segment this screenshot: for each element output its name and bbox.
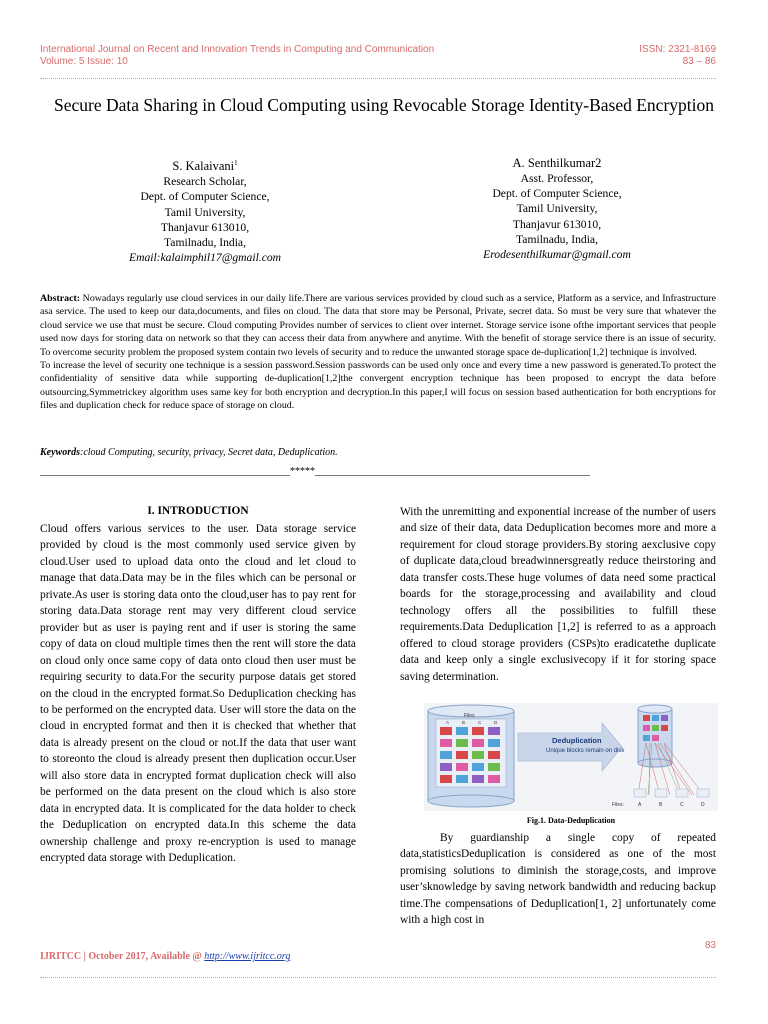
dedup-arrow [518, 723, 622, 771]
right-column-bottom [400, 830, 716, 929]
abstract-paragraph-1: Abstract: Nowadays regularly use cloud services in our daily life.There are various services provided by cloud such as a service, Platform as a service, and Infrastructure asa service. The used to keep our data,documents, and files on cloud. The data that store may be Personal, Private, secret data. So must be very sure that whatever the cloud service we use that must be secure. Cloud computing Provides number of services to client over internet. Storage service isone ofthe important services that people used now days for storing data on network so that they can access their data from anywhere and anytime. With the benefit of storage service there is an issue of security. To overcome security problem the proposed system contain two levels of security and to reduce the unwanted storage space de-duplication[1,2] technique is involved. [40, 293, 716, 358]
journal-issn: ISSN: 2321-8169 [639, 44, 716, 55]
author-1 [80, 155, 330, 265]
left-column [40, 504, 356, 867]
col-a-top: A [446, 720, 450, 725]
author-2-line-4: Thanjavur 613010, [512, 217, 602, 231]
dedup-subtitle: Unique blocks remain on disk [546, 748, 625, 754]
author-1-line-4: Thanjavur 613010, [160, 220, 250, 234]
files-label-top: Files [464, 713, 475, 719]
footer-rule [40, 977, 716, 978]
col-c-bottom: C [680, 802, 684, 808]
author-1-line-5: Tamilnadu, India, [164, 235, 246, 249]
keywords-text: :cloud Computing, security, privacy, Secret data, Deduplication. [80, 447, 338, 458]
journal-volume: Volume: 5 Issue: 10 [40, 56, 128, 67]
abstract-label: Abstract: [40, 293, 81, 304]
author-1-line-2: Dept. of Computer Science, [140, 190, 270, 204]
footer-link[interactable]: http://www.ijritcc.org [204, 951, 291, 962]
storage-cylinder-right [638, 705, 672, 767]
intro-paragraph-right-2: By guardianship a single copy of repeated data,statisticsDeduplication is considered as one of the most promising solutions to diminish the storage,costs, and improve user’sknowledge by saving network bandwidth and reducing backup time.The compensations of Deduplication[1, 2] unfortunately come with a high cost in [400, 832, 716, 927]
files-label-bottom: Files: [612, 802, 624, 808]
col-a-bottom: A [638, 802, 642, 808]
author-2 [432, 155, 682, 262]
intro-paragraph-right-1: With the unremitting and exponential increase of the number of users and size of their data, data Deduplication becomes more and more a requirement for cloud storage providers.By storing aexclusive copy of duplicate data,cloud breadwinnersgreatly reduce theirstoring and data transfer costs.These huge volumes of data need some practical boards for the storage,processing and availability and cloud technology offers all the possibilities to fulfill these requirements.Data Deduplication [1,2] is referred to as a approach offered to cloud storage providers (CSPs)to eradicatethe duplicate data and keep only a single exclusivecopy if it for storing space saving determination. [400, 506, 716, 683]
author-2-line-2: Dept. of Computer Science, [492, 187, 622, 201]
author-1-email: Email:kalaimphil17@gmail.com [128, 251, 282, 265]
page-number: 83 [704, 940, 716, 951]
author-1-line-1: Research Scholar, [163, 175, 247, 189]
deduplication-diagram [424, 703, 718, 811]
author-2-line-3: Tamil University, [516, 202, 598, 216]
author-1-line-3: Tamil University, [164, 205, 246, 219]
keywords [40, 446, 716, 459]
col-c-top: C [478, 720, 482, 725]
files-bottom [634, 789, 709, 797]
figure-deduplication [424, 703, 718, 811]
col-d-top: D [494, 720, 498, 725]
author-2-email: Erodesenthilkumar@gmail.com [483, 248, 631, 262]
col-b-top: B [462, 720, 466, 725]
abstract-paragraph-2: To increase the level of security one technique is a session password.Session passwords can be used only once and every time a new password is generated.To protect the confidentiality of sensitive data while supporting de-duplication[1,2]the convergent encryption technique has been proposed to encrypt the data before outsourcing,Symmetrickey algorithm uses same key for both encryption and decryption.In this paper,I will focus on session based authentication for both encryptions for files and duplication check for reduce space of storage on cloud. [40, 360, 716, 412]
keywords-label: Keywords [40, 447, 80, 458]
section-separator: __________________________________________________*****_______________________________________________________ [40, 466, 590, 477]
section-heading-introduction: I. INTRODUCTION [147, 505, 249, 517]
footer-label: IJRITCC | October 2017, Available @ [40, 951, 205, 962]
right-column-top [400, 504, 716, 685]
journal-name: International Journal on Recent and Innovation Trends in Computing and Communication [40, 44, 435, 55]
author-2-line-1: Asst. Professor, [520, 172, 594, 185]
journal-pages: 83 – 86 [682, 56, 716, 67]
header-rule [40, 78, 716, 79]
footer-text [40, 951, 290, 963]
col-b-bottom: B [659, 802, 663, 808]
figure-caption: Fig.1. Data-Deduplication [526, 816, 616, 825]
storage-cylinder-left [428, 705, 514, 807]
abstract [40, 292, 716, 413]
author-2-name: A. Senthilkumar2 [512, 156, 602, 170]
col-d-bottom: D [701, 802, 705, 808]
author-2-line-5: Tamilnadu, India, [516, 232, 598, 246]
dedup-title: Deduplication [552, 736, 602, 745]
author-1-name: S. Kalaivani$^1$ [172, 159, 238, 174]
intro-paragraph-left: Cloud offers various services to the user. Data storage service provided by cloud is the most commonly used service given by cloud.User used to upload data onto the cloud and let cloud to manage that data.Data may be in the files which can be personal or private.As user is storing data onto the cloud,user has to pay rent for storing data.Data storage rent may very different cloud service provider but as user is paying rent and if user is storing the same copy of data on cloud multiple times then the rent will store the data on cloud only once same copy of data onto cloud then user must be requiring security to data.For the security purpose datais get stored on the cloud in the encrypted format.So Deduplication checking has to be performed on the encrypted data. User will store the data on the cloud in encrypted format and then it is checked that whether that data is already present on the cloud or not.If the data that user want to storeonto the cloud is already present then duplication occur.User will also store data in encrypted format duplication check will also be performed on the data present on the cloud which is also store data in encrypted data. It is complicated for the data holder to check the Deduplication on encrypted data.In this scheme the data ownership challenge and proxy re-encryption is used to manage encrypted data storage with Deduplication. [40, 523, 356, 865]
paper-title: Secure Data Sharing in Cloud Computing using Revocable Storage Identity-Based Encryption [53, 95, 714, 115]
